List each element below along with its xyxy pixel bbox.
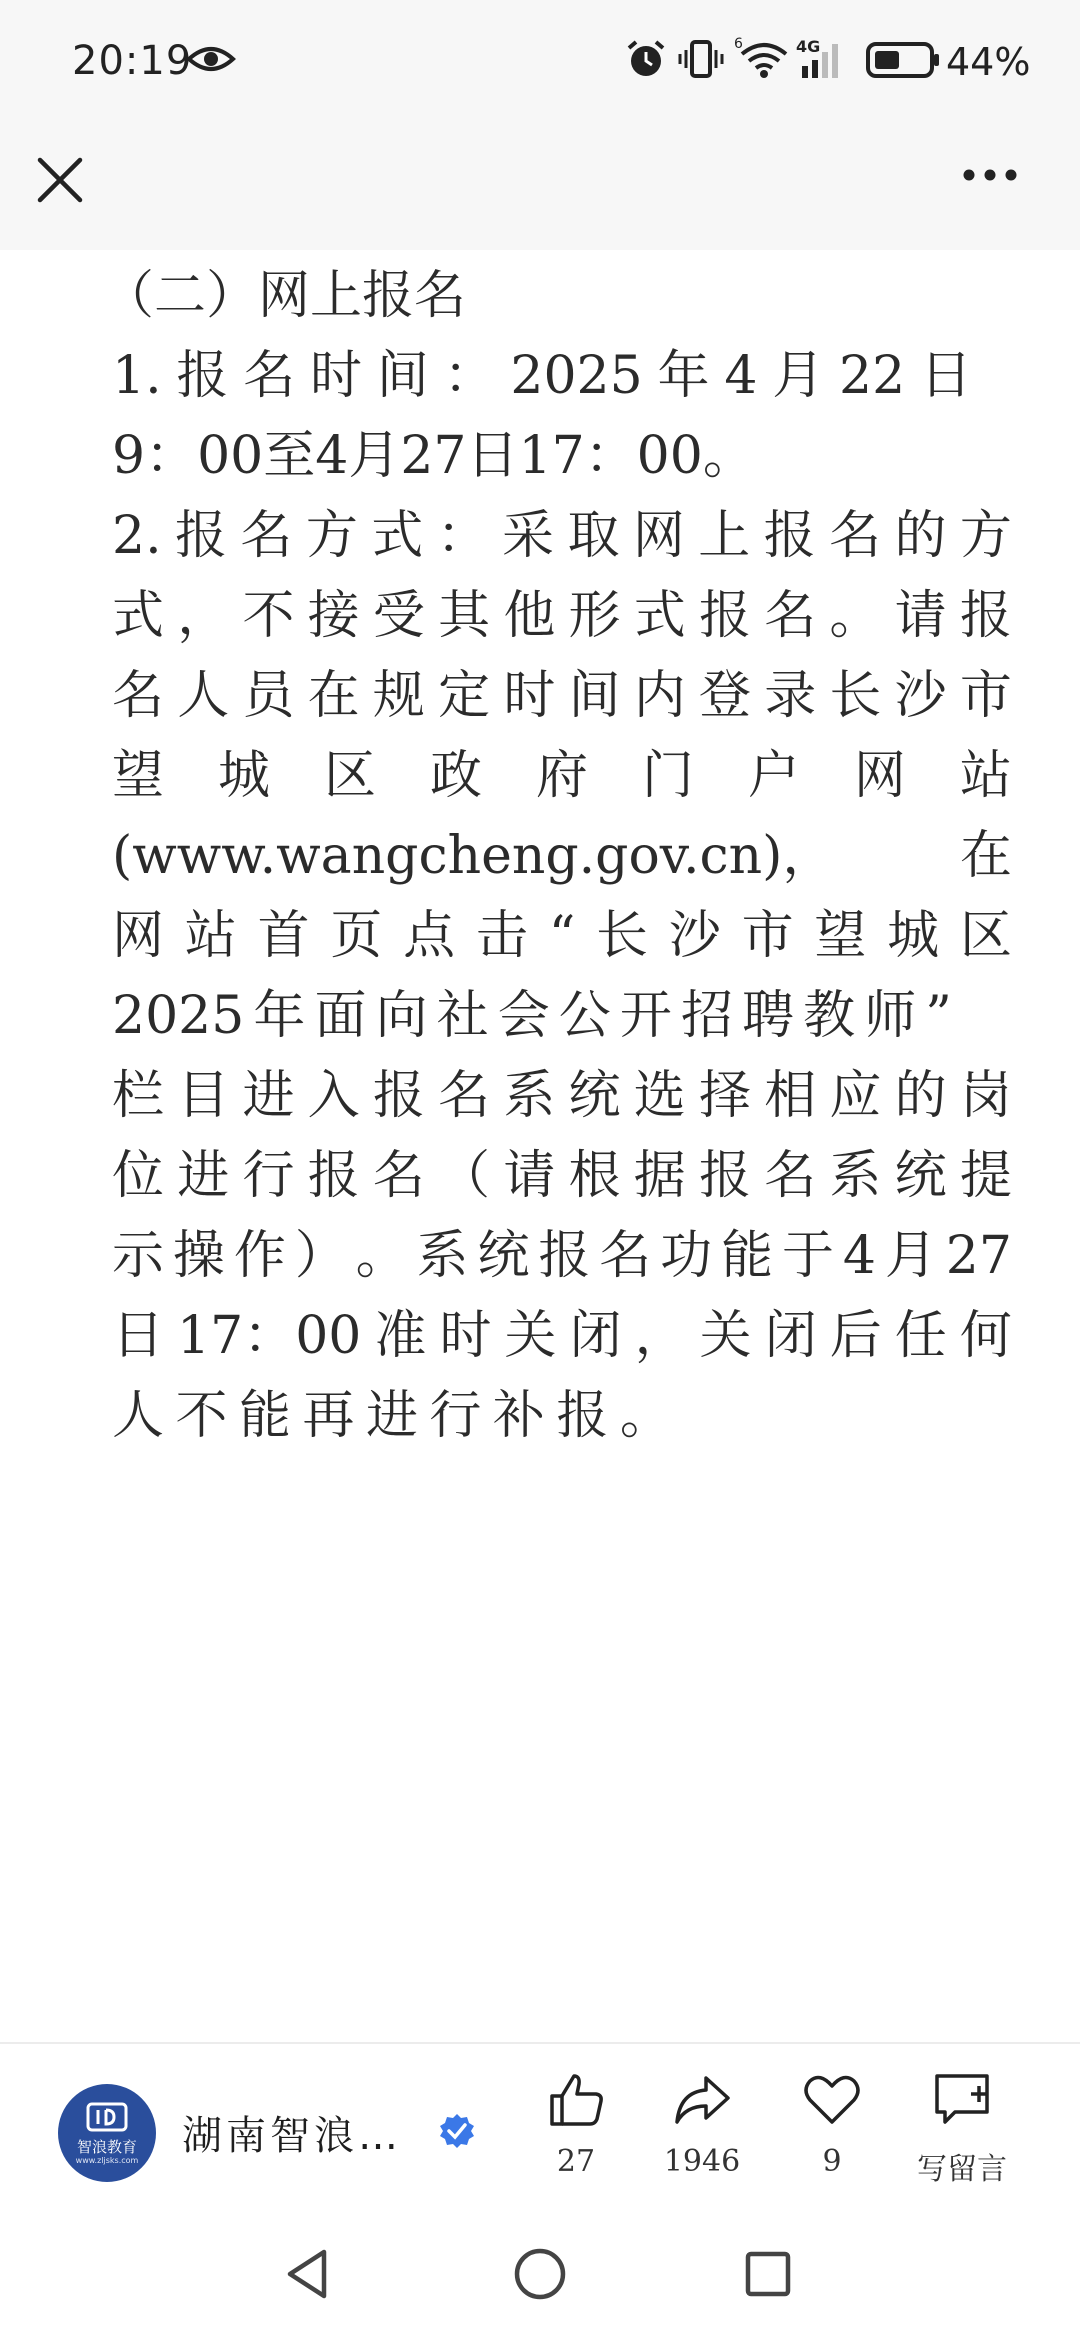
article-text: 名 (599, 1226, 652, 1286)
article-text: 门 (641, 746, 694, 806)
article-text: 1. (112, 346, 162, 406)
comment-button[interactable] (902, 2070, 1022, 2188)
article-text: 报 (959, 586, 1012, 646)
article-line (112, 1376, 672, 1456)
article-text: 网 (853, 746, 906, 806)
article-text: 系 (503, 1066, 556, 1126)
article-text: 行 (429, 1386, 482, 1446)
article-line (112, 576, 1012, 656)
article-text: 政 (429, 746, 482, 806)
article-line (102, 256, 1002, 336)
article-text: 定 (438, 666, 491, 726)
article-text: 网 (632, 506, 685, 566)
article-text: 不 (175, 1386, 228, 1446)
article-line (112, 976, 952, 1056)
article-text: 统 (568, 1066, 621, 1126)
article-text: 间 (568, 666, 621, 726)
heart-icon (802, 2070, 862, 2130)
article-text: 。 (619, 1386, 672, 1446)
article-line (112, 416, 1012, 496)
article-text: 日 (919, 346, 972, 406)
account-name[interactable]: 湖南智浪… (182, 2113, 402, 2159)
article-text: 其 (438, 586, 491, 646)
article-text: 22 (838, 346, 906, 406)
article-text: 闭 (569, 1306, 622, 1366)
article-text: 式 (633, 586, 686, 646)
share-icon (672, 2070, 732, 2130)
article-text: 首 (257, 906, 310, 966)
article-text: 间 (376, 346, 429, 406)
article-text: 名 (243, 346, 296, 406)
article-text: 长 (829, 666, 882, 726)
article-text: 取 (567, 506, 620, 566)
article-text: 报 (763, 506, 816, 566)
article-text: 望 (814, 906, 867, 966)
article-text: 城 (217, 746, 270, 806)
article-text: 人 (177, 666, 230, 726)
article-text: 教 (803, 986, 856, 1046)
article-text: 示 (112, 1226, 165, 1286)
article-text: 系 (829, 1146, 882, 1206)
article-text: 社 (436, 986, 489, 1046)
article-line (112, 736, 1012, 816)
article-line (112, 656, 1012, 736)
article-text: 2025 (510, 346, 643, 406)
avatar[interactable] (58, 2084, 156, 2182)
article-text: 9：00至4月27日17：00。 (112, 426, 755, 486)
article-text: ： (436, 506, 489, 566)
article-text: (www.wangcheng.gov.cn)， (112, 826, 835, 886)
article-text: 内 (633, 666, 686, 726)
article-text: 上 (698, 506, 751, 566)
article-text: 他 (503, 586, 556, 646)
article-text: 报 (556, 1386, 609, 1446)
article-text: 报 (698, 1146, 751, 1206)
avatar-text: 智浪教育 (76, 2138, 137, 2156)
article-text: 长 (596, 906, 649, 966)
article-text: 站 (959, 746, 1012, 806)
article-line (112, 816, 1012, 896)
article-text: 市 (741, 906, 794, 966)
article-text: ， (634, 1306, 687, 1366)
article-line (112, 336, 972, 416)
article-text: 应 (829, 1066, 882, 1126)
article-text: 进 (365, 1386, 418, 1446)
article-text: ” (925, 986, 952, 1046)
article-text: 师 (864, 986, 917, 1046)
article-line (112, 1216, 1012, 1296)
article-text: 关 (504, 1306, 557, 1366)
article-text: 2025 (112, 986, 245, 1046)
article-text: 击 (475, 906, 528, 966)
article-text: 日 (112, 1306, 165, 1366)
article-text: 4 (724, 346, 758, 406)
article-line (112, 896, 1012, 976)
article-text: 户 (747, 746, 800, 806)
article-text: 统 (894, 1146, 947, 1206)
article-text: 时 (503, 666, 556, 726)
status-bar (0, 0, 1080, 120)
share-button[interactable] (642, 2070, 762, 2179)
article-text: 后 (829, 1306, 882, 1366)
article-text: 报 (307, 1146, 360, 1206)
article-text: 招 (680, 986, 733, 1046)
article-text: 任 (894, 1306, 947, 1366)
article-text: 名 (438, 1066, 491, 1126)
article-text: 站 (184, 906, 237, 966)
article-text: 名 (112, 666, 165, 726)
article-text: 功 (660, 1226, 713, 1286)
article-text: 。 (829, 586, 882, 646)
article-text: 公 (558, 986, 611, 1046)
signal-icon (796, 36, 854, 80)
article-text: 沙 (668, 906, 721, 966)
article-text: ） (294, 1226, 347, 1286)
network-type: 4G (796, 37, 821, 56)
article-text: 17：00 (177, 1306, 362, 1366)
article-text: 关 (699, 1306, 752, 1366)
like-button[interactable] (516, 2070, 636, 2179)
article-text: 报 (176, 346, 229, 406)
article-text: 市 (959, 666, 1012, 726)
top-bar (0, 120, 1080, 250)
comment-icon (931, 2070, 993, 2130)
article-text: 闭 (764, 1306, 817, 1366)
article-text: 的 (894, 1066, 947, 1126)
article-text: 择 (698, 1066, 751, 1126)
article-text: 2. (112, 506, 162, 566)
battery-icon (866, 42, 940, 78)
article-text: 于 (781, 1226, 834, 1286)
article-text: 统 (477, 1226, 530, 1286)
article-text: 区 (959, 906, 1012, 966)
article-text: 名 (372, 1146, 425, 1206)
article-text: 受 (372, 586, 425, 646)
article-text: 不 (242, 586, 295, 646)
article-text: 操 (172, 1226, 225, 1286)
article-text: 作 (233, 1226, 286, 1286)
article-text: 点 (403, 906, 456, 966)
verified-icon (438, 2112, 476, 2150)
article-text: 年 (253, 986, 306, 1046)
article-text: 向 (375, 986, 428, 1046)
article-text: 能 (238, 1386, 291, 1446)
article-text: 月 (772, 346, 825, 406)
more-icon[interactable] (962, 168, 1018, 182)
article-text: 页 (330, 906, 383, 966)
favorite-count: 9 (822, 2144, 842, 2179)
vibrate-icon (678, 38, 724, 80)
article-text: 报 (175, 506, 228, 566)
article-text: 方 (305, 506, 358, 566)
article-text: 准 (374, 1306, 427, 1366)
article-text: 人 (112, 1386, 165, 1446)
article-text: 在 (307, 666, 360, 726)
article-text: 年 (657, 346, 710, 406)
article-text: 员 (242, 666, 295, 726)
favorite-button[interactable] (772, 2070, 892, 2179)
article-text: 补 (492, 1386, 545, 1446)
article-text: 时 (439, 1306, 492, 1366)
article-text: 府 (535, 746, 588, 806)
article-text: 再 (302, 1386, 355, 1446)
article-text: 接 (307, 586, 360, 646)
article-text: 进 (242, 1066, 295, 1126)
wifi-badge: 6 (734, 36, 743, 52)
article-text: 行 (242, 1146, 295, 1206)
article-text: 名 (829, 506, 882, 566)
article-text: 形 (568, 586, 621, 646)
article-text: 27 (945, 1226, 1012, 1286)
article-text: 城 (887, 906, 940, 966)
wifi-icon (734, 34, 790, 80)
article-text: ： (443, 346, 496, 406)
like-count: 27 (556, 2144, 596, 2179)
article-text: 4 (842, 1226, 876, 1286)
article-text: 入 (307, 1066, 360, 1126)
article-text: 。 (355, 1226, 408, 1286)
article-text: 式 (371, 506, 424, 566)
article-text: 网 (112, 906, 165, 966)
status-time: 20:19 (72, 38, 193, 84)
article-text: （ (438, 1146, 491, 1206)
article-text: 报 (372, 1066, 425, 1126)
article-text: 在 (959, 826, 1012, 886)
article-text: 岗 (959, 1066, 1012, 1126)
comment-label: 写留言 (917, 2152, 1007, 2187)
home-icon[interactable] (512, 2246, 568, 2302)
article-line (112, 1296, 1012, 1376)
article-line (112, 496, 1012, 576)
article-text: 系 (416, 1226, 469, 1286)
article-text: 采 (502, 506, 555, 566)
close-icon[interactable] (36, 156, 84, 204)
article-text: 目 (177, 1066, 230, 1126)
article-text: 的 (894, 506, 947, 566)
article-text: 位 (112, 1146, 165, 1206)
article-text: 何 (959, 1306, 1012, 1366)
article-text: 录 (764, 666, 817, 726)
article-text: 月 (884, 1226, 937, 1286)
article-text: 聘 (742, 986, 795, 1046)
article-text: 报 (538, 1226, 591, 1286)
article-text: 名 (764, 586, 817, 646)
article-text: 规 (372, 666, 425, 726)
article-text: 根 (568, 1146, 621, 1206)
share-count: 1946 (663, 2144, 741, 2179)
article-text: 望 (112, 746, 165, 806)
logo-icon (86, 2102, 128, 2134)
article-text: 请 (894, 586, 947, 646)
article-text: 时 (310, 346, 363, 406)
recent-apps-icon[interactable] (744, 2250, 792, 2298)
article-text: 提 (959, 1146, 1012, 1206)
article-text: （二）网上报名 (102, 266, 467, 326)
battery-percent: 44% (946, 40, 1031, 84)
like-icon (546, 2070, 606, 2130)
article-text: 报 (698, 586, 751, 646)
avatar-subtext: www.zljsks.com (75, 2156, 139, 2165)
article-text: 区 (323, 746, 376, 806)
article-text: 据 (633, 1146, 686, 1206)
article-text: 名 (240, 506, 293, 566)
article-line (112, 1136, 1012, 1216)
article-text: ， (177, 586, 230, 646)
article-text: “ (548, 906, 576, 966)
article-text: 选 (633, 1066, 686, 1126)
article-text: 会 (497, 986, 550, 1046)
article-text: 方 (959, 506, 1012, 566)
article-text: 开 (619, 986, 672, 1046)
article-text: 式 (112, 586, 165, 646)
article-text: 面 (314, 986, 367, 1046)
article-text: 登 (698, 666, 751, 726)
eye-icon (186, 44, 236, 74)
alarm-icon (625, 38, 667, 80)
article-line (112, 1056, 1012, 1136)
article-text: 能 (721, 1226, 774, 1286)
article-text: 相 (764, 1066, 817, 1126)
article-text: 请 (503, 1146, 556, 1206)
article-text: 名 (764, 1146, 817, 1206)
article-text: 栏 (112, 1066, 165, 1126)
article-text: 沙 (894, 666, 947, 726)
back-icon[interactable] (282, 2246, 332, 2302)
article-text: 进 (177, 1146, 230, 1206)
